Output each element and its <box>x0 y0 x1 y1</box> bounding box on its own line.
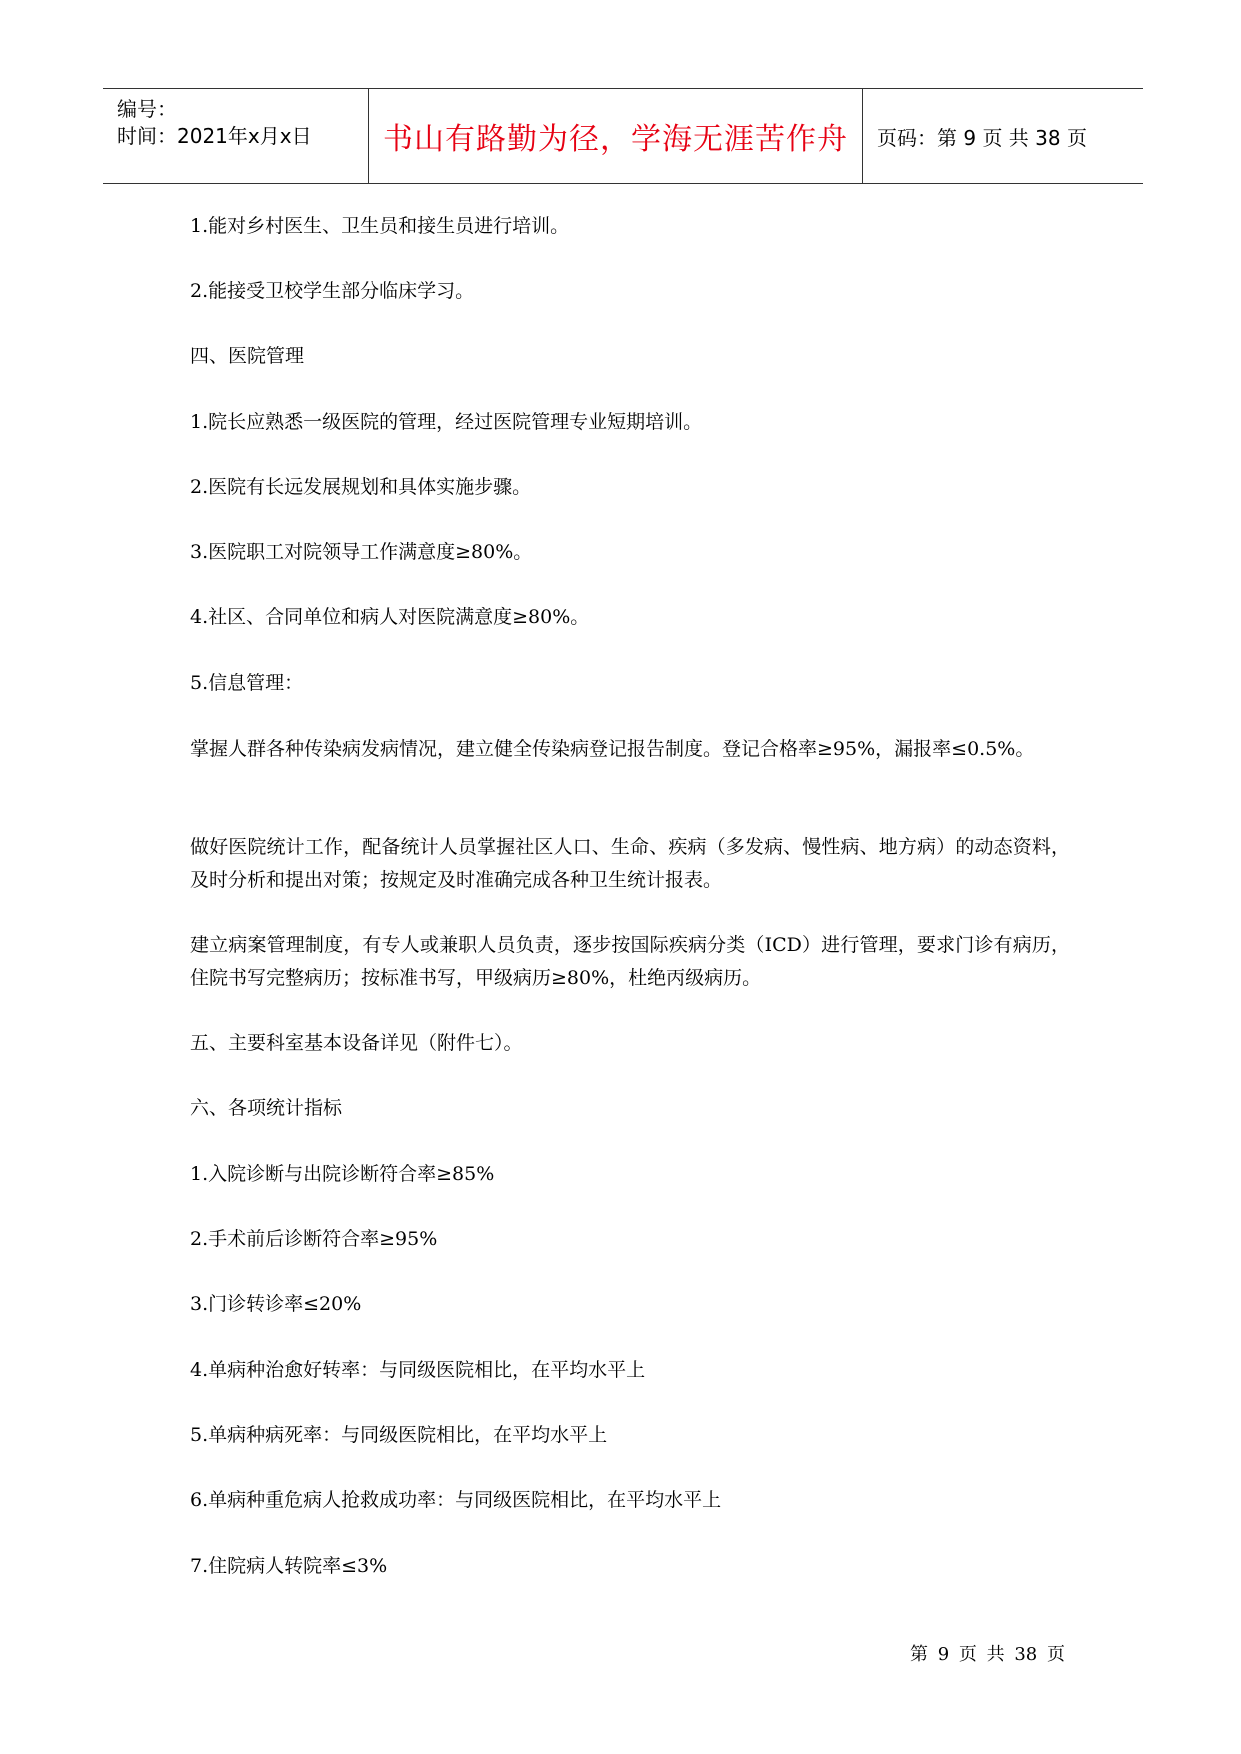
number-label: 编号： <box>117 97 177 121</box>
paragraph: 1.能对乡村医生、卫生员和接生员进行培训。 <box>190 215 570 237</box>
paragraph: 7.住院病人转院率≤3% <box>190 1555 388 1577</box>
paragraph: 3.门诊转诊率≤20% <box>190 1293 362 1315</box>
header-motto: 书山有路勤为径，学海无涯苦作舟 <box>369 89 863 183</box>
paragraph: 6.单病种重危病人抢救成功率：与同级医院相比，在平均水平上 <box>190 1489 722 1511</box>
header-meta <box>103 89 369 183</box>
paragraph: 4.单病种治愈好转率：与同级医院相比，在平均水平上 <box>190 1359 646 1381</box>
section-heading: 五、主要科室基本设备详见（附件七）。 <box>190 1032 523 1054</box>
section-heading: 四、医院管理 <box>190 345 305 367</box>
paragraph: 建立病案管理制度，有专人或兼职人员负责，逐步按国际疾病分类（ICD）进行管理，要求门诊有病历，住院书写完整病历；按标准书写，甲级病历≥80%，杜绝丙级病历。 <box>190 934 1070 989</box>
paragraph: 掌握人群各种传染病发病情况，建立健全传染病登记报告制度。登记合格率≥95%，漏报率≤0.5%。 <box>190 738 1035 760</box>
paragraph: 5.信息管理： <box>190 672 304 694</box>
date-label: 时间：2021年x月x日 <box>117 124 312 148</box>
paragraph: 3.医院职工对院领导工作满意度≥80%。 <box>190 541 533 563</box>
paragraph: 2.手术前后诊断符合率≥95% <box>190 1228 438 1250</box>
section-heading: 六、各项统计指标 <box>190 1097 343 1119</box>
paragraph: 做好医院统计工作，配备统计人员掌握社区人口、生命、疾病（多发病、慢性病、地方病）的动态资料，及时分析和提出对策；按规定及时准确完成各种卫生统计报表。 <box>190 836 1070 891</box>
page-footer: 第 9 页 共 38 页 <box>910 1644 1065 1665</box>
paragraph: 1.院长应熟悉一级医院的管理，经过医院管理专业短期培训。 <box>190 411 703 433</box>
page-header <box>103 88 1143 184</box>
paragraph: 1.入院诊断与出院诊断符合率≥85% <box>190 1163 495 1185</box>
paragraph: 4.社区、合同单位和病人对医院满意度≥80%。 <box>190 606 590 628</box>
paragraph: 2.医院有长远发展规划和具体实施步骤。 <box>190 476 532 498</box>
paragraph: 2.能接受卫校学生部分临床学习。 <box>190 280 475 302</box>
header-page-label: 页码：第 9 页 共 38 页 <box>877 125 1087 150</box>
paragraph: 5.单病种病死率：与同级医院相比，在平均水平上 <box>190 1424 608 1446</box>
